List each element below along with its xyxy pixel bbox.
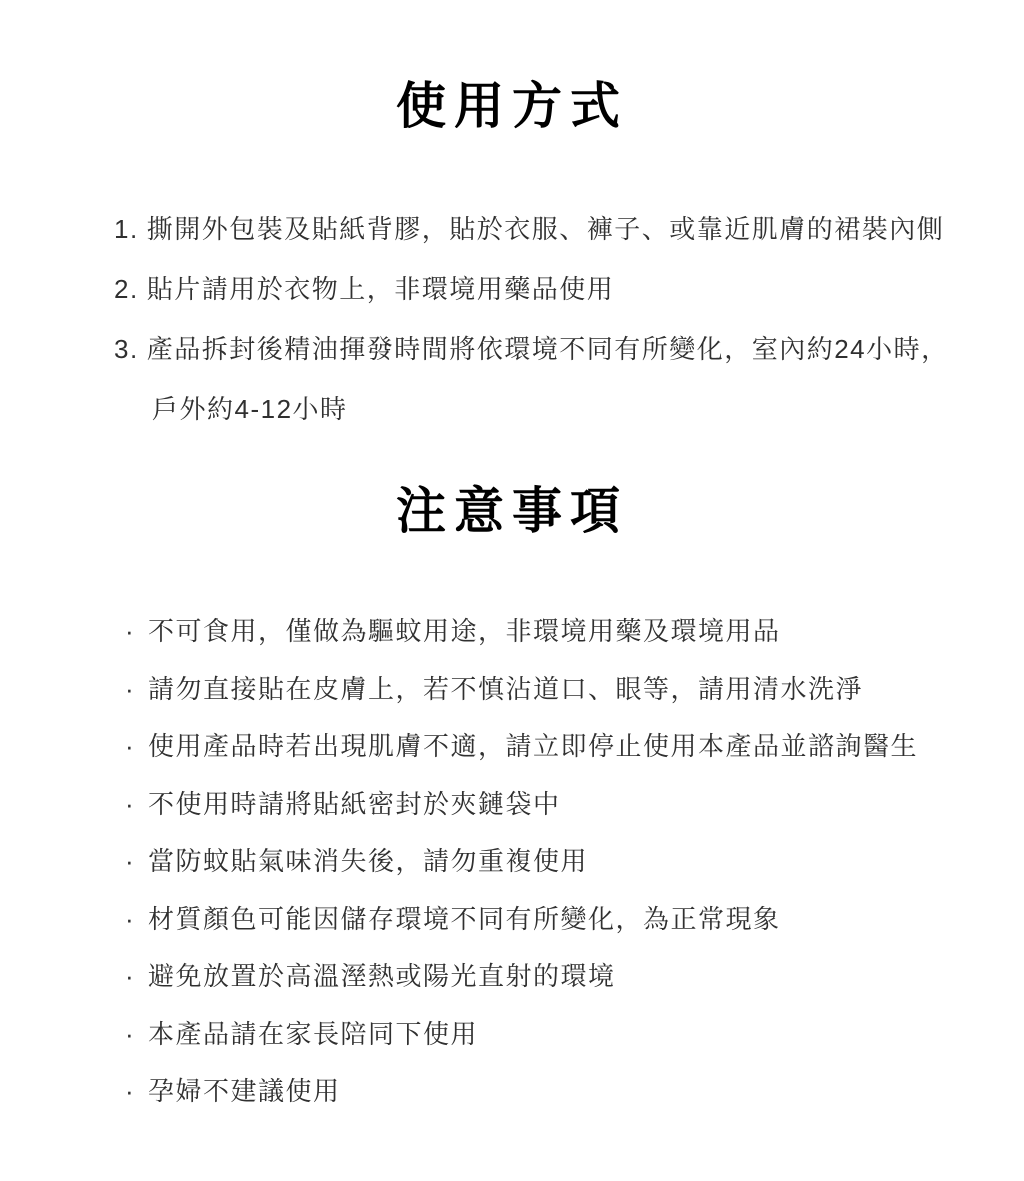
precaution-text: 當防蚊貼氣味消失後，請勿重複使用 xyxy=(148,846,589,876)
precaution-item xyxy=(125,833,1024,891)
bullet-dot: · xyxy=(125,1018,134,1049)
step-number: 1. xyxy=(114,214,139,244)
usage-steps-list xyxy=(0,131,1024,439)
bullet-dot: · xyxy=(125,788,134,819)
bullet-dot: · xyxy=(125,731,134,761)
bullet-dot: · xyxy=(125,616,134,646)
precaution-text: 材質顏色可能因儲存環境不同有所變化，為正常現象 xyxy=(148,903,781,934)
bullet-dot: · xyxy=(125,903,134,934)
usage-section-title: 使用方式 xyxy=(396,78,628,134)
step-number: 3. xyxy=(114,334,139,364)
usage-step-3 xyxy=(114,319,1024,439)
step-text-continuation: 戶外約4-12小時 xyxy=(152,394,348,424)
precaution-item xyxy=(125,1006,1024,1064)
bullet-dot: · xyxy=(125,961,134,991)
usage-step-1 xyxy=(114,199,1024,259)
step-text: 產品拆封後精油揮發時間將依環境不同有所變化，室內約24小時， xyxy=(146,334,949,364)
precaution-item xyxy=(125,948,1024,1006)
precautions-list xyxy=(0,536,1024,1121)
step-text: 撕開外包裝及貼紙背膠，貼於衣服、褲子、或靠近肌膚的裙裝內側 xyxy=(146,214,945,244)
bullet-dot: · xyxy=(125,1076,134,1106)
precaution-text: 不可食用，僅做為驅蚊用途，非環境用藥及環境用品 xyxy=(148,616,781,646)
precaution-item xyxy=(125,1063,1024,1121)
bullet-dot: · xyxy=(125,673,134,704)
precaution-text: 請勿直接貼在皮膚上，若不慎沾道口、眼等，請用清水洗淨 xyxy=(148,673,864,704)
precaution-item xyxy=(125,776,1024,834)
precaution-text: 使用產品時若出現肌膚不適，請立即停止使用本產品並諮詢醫生 xyxy=(148,731,919,761)
step-number: 2. xyxy=(114,274,139,304)
precaution-item xyxy=(125,603,1024,661)
precaution-text: 不使用時請將貼紙密封於夾鏈袋中 xyxy=(148,788,561,819)
precaution-text: 避免放置於高溫溼熱或陽光直射的環境 xyxy=(148,961,616,991)
precaution-item xyxy=(125,718,1024,776)
usage-step-2 xyxy=(114,259,1024,319)
step-text: 貼片請用於衣物上，非環境用藥品使用 xyxy=(146,274,615,304)
bullet-dot: · xyxy=(125,846,134,876)
precaution-text: 本產品請在家長陪同下使用 xyxy=(148,1018,479,1049)
precautions-section-title: 注意事項 xyxy=(396,483,628,539)
precaution-item xyxy=(125,891,1024,949)
precaution-item xyxy=(125,661,1024,719)
precaution-text: 孕婦不建議使用 xyxy=(148,1076,341,1106)
